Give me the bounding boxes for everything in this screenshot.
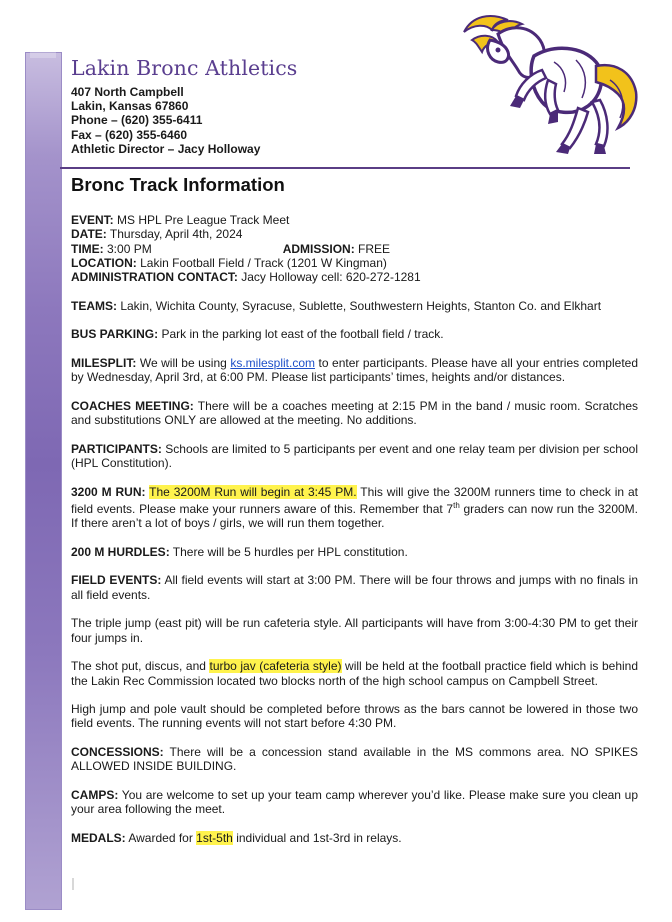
bus-parking-paragraph xyxy=(71,327,638,341)
hurdles-paragraph xyxy=(71,545,638,559)
time-label: TIME: xyxy=(71,241,104,256)
medals-text-pre: Awarded for xyxy=(125,830,197,845)
athletic-director-line: Athletic Director – Jacy Holloway xyxy=(71,142,261,156)
field-events-label: FIELD EVENTS: xyxy=(71,573,162,588)
address-line-2: Lakin, Kansas 67860 xyxy=(71,99,189,113)
hurdles-label: 200 M HURDLES: xyxy=(71,544,170,559)
participants-value: Schools are limited to 5 participants per event and one relay team per division per school (HPL Constitution). xyxy=(71,441,638,471)
header-divider xyxy=(60,167,630,169)
time-value: 3:00 PM xyxy=(103,241,152,256)
field-events-value: All field events will start at 3:00 PM. There will be four throws and jumps with no finals in all field events. xyxy=(71,573,638,602)
throws-highlight: turbo jav (cafeteria style) xyxy=(209,659,342,674)
decorative-sidebar-bar xyxy=(25,52,62,910)
field-events-paragraph xyxy=(71,573,638,602)
bus-parking-label: BUS PARKING: xyxy=(71,327,159,342)
sidebar-highlight xyxy=(30,52,56,58)
event-value: MS HPL Pre League Track Meet xyxy=(113,213,290,227)
bus-parking-value: Park in the parking lot east of the football field / track. xyxy=(158,327,444,342)
camps-paragraph xyxy=(71,788,638,817)
throws-text-post: will be held at the football practice field which is behind the Lakin Rec Commission located two blocks north of the high school campus on Campbell Street. xyxy=(71,659,639,688)
contact-line xyxy=(71,270,638,284)
date-value: Thursday, April 4th, 2024 xyxy=(106,227,243,242)
run-3200-highlight: The 3200M Run will begin at 3:45 PM. xyxy=(149,484,357,499)
milesplit-paragraph xyxy=(71,356,638,385)
location-line xyxy=(71,256,638,270)
document-body xyxy=(71,213,638,859)
milesplit-text-post: to enter participants. Please have all your entries completed by Wednesday, April 3rd, at 6:00 PM. Please list participants’ times, heights and/or distances. xyxy=(71,355,639,385)
concessions-value: There will be a concession stand available in the MS commons area. NO SPIKES ALLOWED INSIDE BUILDING. xyxy=(71,744,638,774)
location-value: Lakin Football Field / Track (1201 W Kingman) xyxy=(136,255,387,270)
fax-line: Fax – (620) 355-6460 xyxy=(71,128,188,142)
medals-label: MEDALS: xyxy=(71,830,126,845)
run-3200-text-pre: This will give the 3200M runners time to check in at field events. Please make your runners aware of this. Remember that 7 xyxy=(71,484,638,516)
teams-value: Lakin, Wichita County, Syracuse, Sublette, Southwestern Heights, Stanton Co. and Elkhart xyxy=(117,298,602,313)
date-label: DATE: xyxy=(71,227,107,242)
run-3200-label: 3200 M RUN: xyxy=(71,484,146,499)
coaches-meeting-value: There will be a coaches meeting at 2:15 PM in the band / music room. Scratches and substitutions ONLY are allowed at the meeting. No additions. xyxy=(71,398,638,428)
medals-text-post: individual and 1st-3rd in relays. xyxy=(232,830,402,845)
run-3200-text-post: graders can now run the 3200M. If there aren’t a lot of boys / girls, we will run them together. xyxy=(71,501,638,531)
coaches-meeting-paragraph xyxy=(71,399,638,428)
run-3200-superscript: th xyxy=(453,500,460,510)
org-name: Lakin Bronc Athletics xyxy=(71,56,298,80)
admission-value: FREE xyxy=(354,241,391,256)
milesplit-label: MILESPLIT: xyxy=(71,355,137,370)
contact-label: ADMINISTRATION CONTACT: xyxy=(71,270,238,285)
milesplit-text-pre: We will be using xyxy=(136,355,231,370)
participants-label: PARTICIPANTS: xyxy=(71,441,162,456)
concessions-label: CONCESSIONS: xyxy=(71,744,164,759)
time-admission-line xyxy=(71,242,638,256)
throws-text-pre: The shot put, discus, and xyxy=(71,659,210,674)
concessions-paragraph xyxy=(71,745,638,774)
throws-paragraph xyxy=(71,659,638,688)
text-cursor-marker xyxy=(72,878,74,890)
triple-jump-paragraph: The triple jump (east pit) will be run cafeteria style. All participants will have from 3:00-4:30 PM to get their four jumps in. xyxy=(71,616,638,645)
admission-label: ADMISSION: xyxy=(282,241,355,256)
participants-paragraph xyxy=(71,442,638,471)
phone-line: Phone – (620) 355-6411 xyxy=(71,113,203,127)
medals-paragraph xyxy=(71,831,638,845)
high-jump-paragraph: High jump and pole vault should be completed before throws as the bars cannot be lowered in those two field events. The running events will not start before 4:30 PM. xyxy=(71,702,638,731)
camps-label: CAMPS: xyxy=(71,787,119,802)
medals-highlight: 1st-5th xyxy=(196,830,233,845)
teams-label: TEAMS: xyxy=(71,298,117,313)
location-label: LOCATION: xyxy=(71,255,137,270)
page-title: Bronc Track Information xyxy=(71,174,285,195)
event-line xyxy=(71,213,638,227)
teams-paragraph xyxy=(71,299,638,313)
hurdles-value: There will be 5 hurdles per HPL constitution. xyxy=(169,544,408,559)
contact-value: Jacy Holloway cell: 620-272-1281 xyxy=(237,270,421,285)
milesplit-link[interactable]: ks.milesplit.com xyxy=(230,355,316,370)
run-3200-paragraph xyxy=(71,485,638,531)
event-label: EVENT: xyxy=(71,213,114,227)
date-line xyxy=(71,227,638,241)
camps-value: You are welcome to set up your team camp wherever you’d like. Please make sure you clean up your area following the meet. xyxy=(71,787,638,817)
address-line-1: 407 North Campbell xyxy=(71,85,184,99)
bucking-bronco-logo-icon xyxy=(450,10,646,158)
coaches-meeting-label: COACHES MEETING: xyxy=(71,398,194,413)
